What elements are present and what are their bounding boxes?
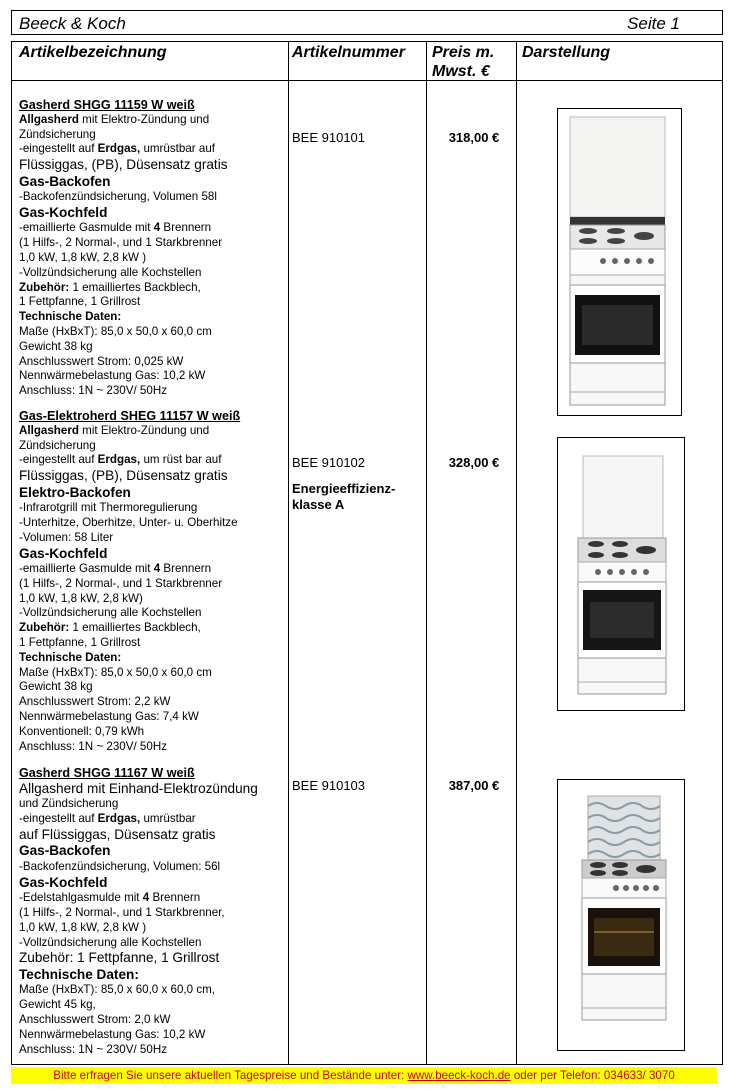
description-line: Gewicht 45 kg, — [19, 998, 96, 1012]
description-line: Technische Daten: — [19, 310, 122, 324]
description-line: Gas-Elektroherd SHEG 11157 W weiß — [19, 409, 241, 423]
description-line: Anschlusswert Strom: 2,2 kW — [19, 695, 171, 709]
description-line: -emaillierte Gasmulde mit 4 Brennern — [19, 221, 212, 235]
description-line: 1 Fettpfanne, 1 Grillrost — [19, 636, 141, 650]
description-line: Flüssiggas, (PB), Düsensatz gratis — [19, 157, 228, 173]
column-divider — [426, 42, 427, 1064]
description-line: Technische Daten: — [19, 966, 139, 982]
description-line: Zubehör: 1 emailliertes Backblech, — [19, 280, 201, 294]
description-line: Maße (HxBxT): 85,0 x 60,0 x 60,0 cm, — [19, 983, 216, 997]
description-line: Maße (HxBxT): 85,0 x 50,0 x 60,0 cm — [19, 665, 212, 679]
description-line: Anschlusswert Strom: 2,0 kW — [19, 1012, 171, 1026]
footer-notice: Bitte erfragen Sie unsere aktuellen Tagespreise und Bestände unter: www.beeck-koch.de oder per Telefon: 034633/ 3070 — [11, 1067, 717, 1084]
description-line: -eingestellt auf Erdgas, um rüst bar auf — [19, 453, 222, 467]
description-line: -emaillierte Gasmulde mit 4 Brennern — [19, 562, 212, 576]
description-line: Gewicht 38 kg — [19, 339, 93, 353]
description-line: Allgasherd mit Elektro-Zündung und — [19, 423, 210, 437]
description-line: -Volumen: 58 Liter — [19, 530, 114, 544]
description-line: Zündsicherung — [19, 127, 96, 141]
description-line: Gas-Kochfeld — [19, 874, 108, 890]
description-line: Anschluss: 1N ~ 230V/ 50Hz — [19, 739, 167, 753]
description-line: Elektro-Backofen — [19, 484, 131, 500]
description-line: Anschluss: 1N ~ 230V/ 50Hz — [19, 1042, 167, 1056]
item-price: 328,00 € — [448, 455, 500, 470]
item-description — [19, 409, 289, 754]
column-divider — [516, 42, 517, 1064]
energy-class-label: Energieeffizienz- — [292, 481, 396, 496]
description-line: 1 Fettpfanne, 1 Grillrost — [19, 295, 141, 309]
description-line: (1 Hilfs-, 2 Normal-, und 1 Starkbrenner, — [19, 905, 225, 919]
description-line: Zubehör: 1 emailliertes Backblech, — [19, 621, 201, 635]
description-line: -Edelstahlgasmulde mit 4 Brennern — [19, 891, 201, 905]
description-line: Gas-Backofen — [19, 843, 111, 859]
description-line: Nennwärmebelastung Gas: 10,2 kW — [19, 1027, 206, 1041]
description-line: Gasherd SHGG 11159 W weiß — [19, 98, 195, 112]
col-header-price: Preis m. Mwst. € — [432, 44, 495, 80]
item-number: BEE 910102 Energieeffizienz- klasse A — [292, 455, 396, 512]
company-name: Beeck & Koch — [19, 14, 126, 33]
item-price: 318,00 € — [448, 130, 500, 145]
description-line: -Vollzündsicherung alle Kochstellen — [19, 606, 202, 620]
description-line: 1,0 kW, 1,8 kW, 2,8 kW ) — [19, 920, 147, 934]
description-line: -Backofenzündsicherung, Volumen 58l — [19, 190, 217, 204]
description-line: Anschlusswert Strom: 0,025 kW — [19, 354, 184, 368]
page-number: Seite 1 — [627, 14, 680, 33]
stove-image — [557, 437, 685, 711]
description-line: und Zündsicherung — [19, 797, 119, 811]
description-line: Konventionell: 0,79 kWh — [19, 724, 145, 738]
item-description — [19, 766, 289, 1057]
website-link[interactable]: www.beeck-koch.de — [407, 1069, 511, 1082]
description-line: Nennwärmebelastung Gas: 7,4 kW — [19, 710, 199, 724]
description-line: Technische Daten: — [19, 650, 122, 664]
stove-image — [557, 108, 682, 416]
description-line: 1,0 kW, 1,8 kW, 2,8 kW ) — [19, 251, 147, 265]
description-line: Gewicht 38 kg — [19, 680, 93, 694]
col-header-number: Artikelnummer — [292, 44, 405, 61]
description-line: Gas-Backofen — [19, 173, 111, 189]
description-line: Anschluss: 1N ~ 230V/ 50Hz — [19, 384, 167, 398]
description-line: 1,0 kW, 1,8 kW, 2,8 kW) — [19, 591, 143, 605]
description-line: Gas-Kochfeld — [19, 545, 108, 561]
description-line: Allgasherd mit Einhand-Elektrozündung — [19, 780, 258, 796]
item-price: 387,00 € — [448, 778, 500, 793]
description-line: auf Flüssiggas, Düsensatz gratis — [19, 826, 216, 842]
description-line: (1 Hilfs-, 2 Normal-, und 1 Starkbrenner — [19, 576, 223, 590]
description-line: -Vollzündsicherung alle Kochstellen — [19, 265, 202, 279]
description-line: (1 Hilfs-, 2 Normal-, und 1 Starkbrenner — [19, 236, 223, 250]
description-line: -Vollzündsicherung alle Kochstellen — [19, 935, 202, 949]
description-line: -eingestellt auf Erdgas, umrüstbar — [19, 812, 196, 826]
description-line: Zubehör: 1 Fettpfanne, 1 Grillrost — [19, 950, 220, 966]
description-line: -Unterhitze, Oberhitze, Unter- u. Oberhitze — [19, 515, 238, 529]
item-number: BEE 910101 — [292, 130, 366, 145]
col-header-image: Darstellung — [522, 44, 611, 61]
description-line: Flüssiggas, (PB), Düsensatz gratis — [19, 468, 228, 484]
product-table — [11, 41, 723, 1065]
description-line: Gas-Kochfeld — [19, 204, 108, 220]
description-line: -Infrarotgrill mit Thermoregulierung — [19, 501, 198, 515]
description-line: Allgasherd mit Elektro-Zündung und — [19, 112, 210, 126]
description-line: Gasherd SHGG 11167 W weiß — [19, 766, 195, 780]
description-line: Maße (HxBxT): 85,0 x 50,0 x 60,0 cm — [19, 325, 212, 339]
item-description — [19, 98, 289, 399]
item-number: BEE 910103 — [292, 778, 366, 793]
stove-image — [557, 779, 685, 1051]
header-divider — [12, 80, 722, 81]
col-header-name: Artikelbezeichnung — [19, 44, 167, 61]
description-line: Zündsicherung — [19, 438, 96, 452]
description-line: Nennwärmebelastung Gas: 10,2 kW — [19, 369, 206, 383]
description-line: -Backofenzündsicherung, Volumen: 56l — [19, 859, 221, 873]
page-header — [11, 10, 723, 35]
description-line: -eingestellt auf Erdgas, umrüstbar auf — [19, 142, 215, 156]
